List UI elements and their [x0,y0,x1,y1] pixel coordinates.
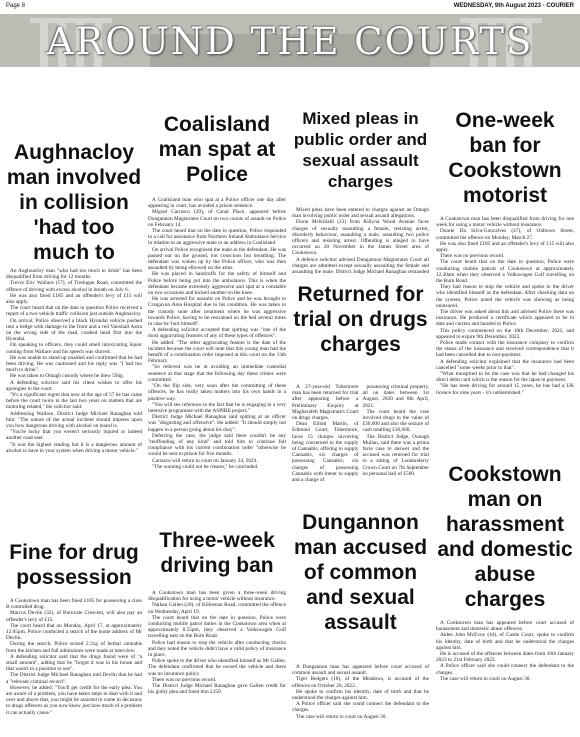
article-harassment-headline-box [436,462,574,616]
paragraph: "So relieved was he at avoiding an immediate custodial sentence at that stage that the following day these crimes were committed. [148,364,286,383]
article-returned-trial-body [292,384,429,498]
page-top-line [0,0,580,14]
paragraph: They had reason to stop the vehicle and spoke to the driver who identified himself as the defendant. After checking data on the system, Police noted the vehicle was showing as being uninsured. [436,284,574,309]
headline-fine-drug: Fine for drug possession [9,541,139,589]
paragraph: Addressing Wallace, District Judge Michael Ranaghan told him: "The nature of the actual incident should impress upon you how dangerous driving with alcohol on board is. [6,410,142,430]
paragraph: Police spoke to the driver who identified himself as Mr Gallen. The defendant confirmed that he owned the vehicle and there was no insurance policy. [148,658,286,677]
article-fine-drug-headline-box [6,540,142,595]
paragraph: "It's a significant regret that now at the age of 57 he has came before the court twice in the last two years on matters that are motoring related," the solicitor said. [6,392,142,411]
paragraph: There was no previous record. [152,676,217,683]
paragraph: On arrival Police recognised the male as the defendant. He was passed out on the ground, not conscious but breathing. The defendant was woken up by the Police officer, who was then assaulted by being elbowed on the arms. [148,246,286,272]
paragraph: He was also fined £185 and an offender's levy of £15 will also apply. [436,240,574,254]
paragraph: An Aughnacloy man "who had too much to drink" has been disqualified from driving for 12 months. [6,268,142,281]
paragraph: The case will return to court on August 30. [296,713,387,720]
article-aughnacloy-headline-box [6,140,142,265]
paragraph: A Cookstown man has been given a three-week driving disqualification for using a motor vehicle without insurance. [148,590,286,603]
article-driving-ban-body [148,590,286,734]
article-dungannon-headline-box [292,510,429,660]
paragraph: A Coalisland man who spat at a Police officer one day after appearing in court, has avoided a prison sentence. [148,197,286,210]
paragraph: A defending solicitor accepted that spitting was "one of the most aggravating features of any of these types of offences". [148,327,286,340]
paragraph: "You will see reference to the fact that he is engaging in a very intensive programme with the ASPIRE project." [148,401,286,414]
headline-dungannon: Dungannon man accused of common and sexual assault [293,511,428,634]
paragraph: The District Judge Michael Ranaghan gave Gallen credit for his guilty plea and fined him £150. [148,683,286,696]
paragraph: There was no previous record. [440,253,505,260]
paragraph: During the search, Police seized 2.31g of herbal cannabis from the kitchen and full admissions were made at interview. [6,641,142,654]
paragraph: Tiger Redgers (18), of the Meadows, is accused of the offences on October 26, 2022. [292,676,429,689]
paragraph: "It was the highest reading but it is a dangerous amount of alcohol to have in your system when driving a motor vehicle." [6,441,142,454]
article-mixed-pleas-headline-box [292,108,429,204]
paragraph: The District Judge, Oonagh Mullan, said there was a prima facie case to answer and the accused was returned for trial to a sitting of Londonderry Crown Court on 7th September on personal bail of £500. [362,433,429,477]
article-one-week-body [436,216,574,458]
article-coalisland-headline-box [148,112,286,190]
paragraph: On speaking to officers, they could smell intoxicating liquor coming from Wallace and his speech was slurred. [6,342,142,355]
article-fine-drug-body [6,598,142,734]
paragraph: "He has been driving for around 15 years, he has had a UK licence for nine years - it's unblemished." [436,383,574,396]
paragraph: Trevor Eric Wallace (57), of Tirelugan Road, committed the offence of driving with excess alcohol in breath on July 6. [6,280,142,293]
paragraph: Miguel Carrasco (20), of Canal Place, appeared before Dungannon Magistrates Court on two counts of assault on Police on February 14. [148,209,286,228]
article-harassment-body [436,620,574,734]
paragraph: This policy commenced on the 10th December, 2022, and appeared to expire 9th December, 2023. [436,327,574,340]
article-coalisland-body [148,197,286,519]
paragraph: Aiden John McEvoy (44), of Castle Court, spoke to confirm his identity, date of birth and that he understood the charges against him. [436,632,574,651]
paragraph: He spoke to confirm his identity, date of birth and that he understood the charges against him. [292,688,429,702]
paragraph: Fionn McKillald (23) from Killyna Wood Avenue faces charges of sexually assaulting a female, resisting arrest, disorderly behaviour, assaulting a male, assaulting two police officers and resisting arrest. Offending is alleged to have occurred on 20 November in the James Street area of Cookstown. [292,219,429,257]
paragraph: Duarte Da Silva-Goncalves (47), of Oldtown Street, committed the offence on Monday, March 27. [436,228,574,241]
paragraph: Carrasco will return to court on January 24, 2024. [152,457,258,464]
paragraph: The court heard that on the date in question Police received a report of a two-vehicle traffic collision just outside Aughnacloy. [6,305,142,318]
paragraph: The case will return to court on August 30. [440,675,531,682]
paragraph: A defending solicitor said that the drugs found were of "a small amount", adding that he "forgot it was in his house and that wasn't in a position to use". [6,653,142,673]
paragraph: District Judge Michael Ranaghan said spitting at an officer was "disgusting and offensive". He added: "It should simply not happen to a person going about his duty". [148,414,286,433]
paragraph: He added: "The other aggravating feature is the date of the incident because the court will note that this young man had the benefit of a combination order imposed at this court on the 13th February. [148,339,286,365]
paragraph: A defending solicitor explained that the insurance had been cancelled "some weeks prior to that". [436,358,574,371]
paragraph: He was unable to stand up unaided and confirmed that he had been driving. He was cautioned and his reply was "I had too much to drink". [6,354,142,374]
paragraph: The court heard that on the date in question, Police were conducting mobile patrol duties in the Cookstown area when at approximately 8.55pm, they observed a Volkswagen Golf travelling east on the Burn Road. [148,614,286,640]
date-line: WEDNESDAY, 9th August 2023 - COURIER [453,3,574,9]
paragraph: The driver was asked about this and advised Police there was insurance. He produced a certificate which appeared to be in date and current and handed to Police. [436,309,574,328]
section-banner [0,14,580,67]
paragraph: The court heard the case involved drugs to the value of £30,000 and also the seizure of cash totalling £30,000. [362,408,429,434]
paragraph: Police made contact with the insurance company to confirm the status of the insurance and received correspondence that it had been cancelled due to non-payment. [436,340,574,359]
paragraph: A Cookstown man has been fined £185 for possessing a class B controlled drug. [6,598,142,611]
headline-mixed-pleas: Mixed pleas in public order and sexual assault charges [293,109,428,191]
headline-harassment: Cookstown man on harassment and domestic abuse charges [437,463,573,611]
paragraph: Mixed pleas have been entered to charges against an Omagh man involving public order and sexual assault allegations. [292,207,429,220]
paragraph: A Dungannon man has appeared before court accused of common assault and sexual assault. [292,664,429,677]
paragraph: Police had reason to stop the vehicle after conducting checks and they noted the vehicle didn't have a valid policy of insurance in place. [148,639,286,659]
paragraph: He was placed in handcuffs for the safety of himself and Police before being put into the ambulance. This is when the defendant became extremely aggressive and spat at a constable on two occasions and kicked another on the knee. [148,271,286,297]
paragraph: Marcus Devlin (32), of Burnvale Crescent, will also pay an offender's levy of £15. [6,610,142,623]
paragraph: A 27-year-old Tobermore man has been returned for trial after appearing before a Preliminary Enquiry at Magherafelt Magistrate's Court on drugs charges. [292,384,359,422]
paragraph: A defending solicitor said his client wishes to offer his apologies to the court. [6,379,142,392]
paragraph: The court heard that on Monday, April 17, at approximately 12.05pm, Police conducted a search of the home address of Mr Devlin. [6,622,142,642]
paragraph: A defence solicitor advised Dungannon Magistrates Court all charges are admitted except sexually assaulting the female and assaulting the male. District Judge Michael Ranaghan remanded [292,256,429,275]
paragraph: "What transpired to be the case was that he had changed his direct debit card which is the reason for the lapse in payment. [436,371,574,384]
paragraph: The court heard that on the date in question, Police were conducting mobile patrols of Cookstown at approximately 12.30am when they observed a Volkswagen Golf travelling on the Burn Road. [436,259,574,285]
paragraph: Dean Elliott Martin, of Edmund Court, Tobermore, faces 15 charges involving being concerned in the supply of Cannabis, offering to supply Cannabis, six charges of possessing Cannabis; six charges of possessing Cannabis with intent to supply and a charge of [292,421,359,484]
page-number: Page 8 [6,3,26,9]
paragraph: Nathan Gallen (20), of Killeenan Road, committed the offence on Wednesday, April 19. [148,602,286,615]
paragraph: "On the flip side, very soon after the committing of these offences, he has really taken matters into his own hands in a positive way. [148,383,286,402]
article-returned-trial-headline-box [292,282,429,382]
banner-title: AROUND THE COURTS [46,20,534,63]
paragraph: He is accused of the offences between dates from 10th January 2023 to 21st February 2023. [436,651,574,664]
paragraph: A Cookstown man has appeared before court accused of harassment and domestic abuse offences. [436,620,574,633]
paragraph: He was arrested for assaults on Police and he was brought to Craigavon Area Hospital due to his condition. He was taken to the custody suite after treatment where he was aggressive towards Police, having to be restrained on the bed several times in case he 'hurt himself'. [148,296,286,328]
headline-coalisland: Coalisland man spat at Police [158,113,276,186]
paragraph: The District Judge Michael Ranaghan told Devlin that he had a "relevant criminal record". [6,672,142,685]
paragraph: On arrival, Police observed a black Hyundai vehicle pushed into a hedge with damage to the front and a red Vauxhall Astra on the wrong side of the road, crashed head first into the Hyundai. [6,317,142,343]
paragraph: A Police officer said she could connect the defendant to the charges. [436,663,574,676]
paragraph: The court heard that on the date in question, Police responded to a call for assistance from Northern Ireland Ambulance Service in relation to an aggressive male in an address in Coalisland. [148,228,286,247]
headline-returned-trial: Returned for trial on drugs charges [293,283,428,356]
paragraph: He was taken to Omagh custody where he blew 59ug. [10,373,125,380]
paragraph: possessing criminal property, all on dates between 1st August, 2020 and 8th April, 2021. [362,384,429,409]
paragraph: "The warning could not be clearer," he concluded. [152,463,259,470]
headline-one-week: One-week ban for Cookstown motorist [448,109,562,207]
returned-trial-left-column [292,384,359,498]
returned-trial-right-column [363,384,430,498]
paragraph: A Cookstown man has been disqualified from driving for one week for using a motor vehicle without insurance. [436,216,574,229]
paragraph: He was also fined £185 and an offender's levy of £15 will also apply. [6,292,142,306]
headline-driving-ban: Three-week driving ban [159,529,275,577]
headline-aughnacloy: Aughnacloy man involved in collision 'had too much to [6,141,142,264]
article-driving-ban-headline-box [148,528,286,580]
paragraph: A Police officer said she could connect the defendant to the charges. [292,701,429,714]
article-dungannon-body [292,664,429,734]
article-one-week-headline-box [436,108,574,212]
article-mixed-pleas-body [292,207,429,275]
paragraph: "You're lucky that you weren't seriously injured or indeed another road user. [6,429,142,442]
paragraph: However, he added: "You'll get credit for the early plea. You are aware of a problem, you have taken steps to deal with it and over and above that, you might be assisted to come to decisions to drugs offences as you now know just how much of a problem it can actually cause." [6,684,142,716]
article-aughnacloy-body [6,268,142,508]
paragraph: Deferring the case, the judge said there couldn't be any "reoffending of any kind" and told him to continue full compliance with his current combination order "otherwise he would be sent to prison for five months. [148,432,286,458]
